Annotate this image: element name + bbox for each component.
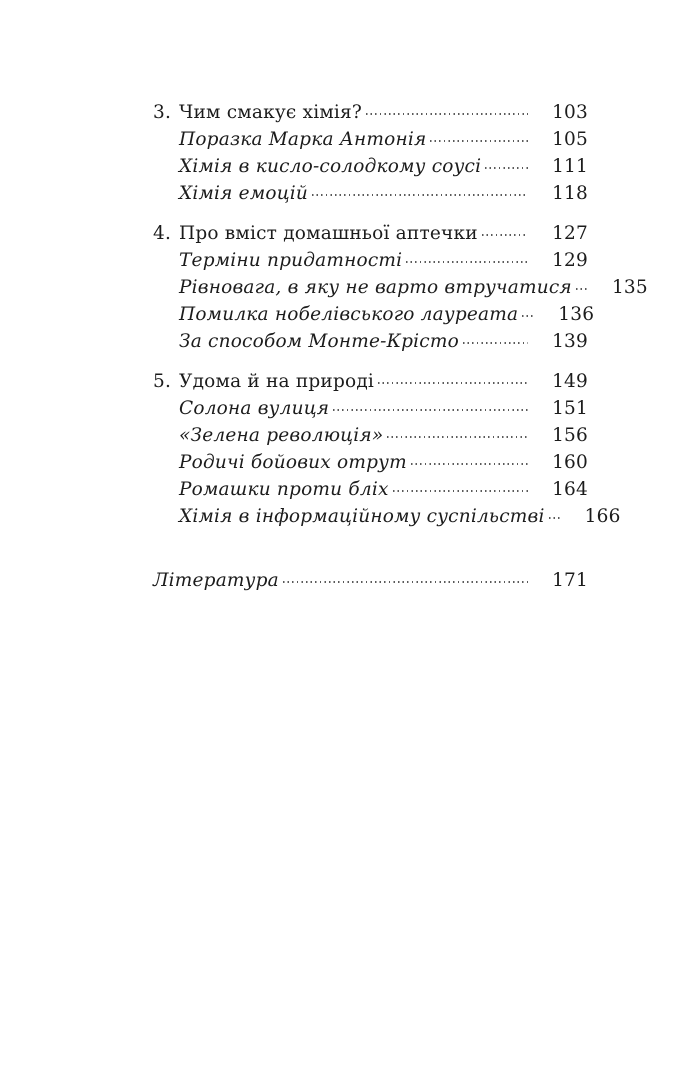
toc-entry-title: Удома й на природі [179, 371, 375, 392]
toc-entry-page: 139 [552, 331, 588, 352]
toc-entry-page: 135 [611, 277, 648, 298]
toc-entry-page: 129 [552, 250, 588, 271]
toc-subentry [153, 153, 588, 180]
toc-list [153, 99, 648, 530]
toc-chapter-entry [153, 99, 588, 126]
toc-entry-title: Терміни придатності [179, 250, 403, 271]
dot-leader [393, 490, 528, 492]
dot-leader [411, 463, 528, 465]
dot-leader [482, 234, 528, 236]
dot-leader [378, 382, 528, 384]
toc-entry-page: 111 [552, 156, 588, 177]
dot-leader [576, 288, 588, 290]
toc-section-group [153, 220, 648, 355]
toc-subentry [153, 180, 588, 207]
toc-entry-page: 136 [558, 304, 595, 325]
toc-entry-number: 4. [153, 223, 172, 244]
dot-leader [485, 167, 528, 169]
toc-entry-title: Хімія емоцій [179, 183, 309, 204]
toc-entry-title: Поразка Марка Антонія [179, 129, 427, 150]
toc-entry-page: 105 [552, 129, 588, 150]
toc-entry-title: Чим смакує хімія? [179, 102, 363, 123]
toc-subentry [153, 449, 588, 476]
toc-entry-title: «Зелена революція» [179, 425, 384, 446]
toc-entry-number: 5. [153, 371, 172, 392]
toc-subentry [153, 476, 588, 503]
toc-subentry [153, 126, 588, 153]
dot-leader [463, 342, 528, 344]
dot-leader [430, 140, 528, 142]
toc-entry-title: Родичі бойових отрут [179, 452, 407, 473]
toc-entry-page: 166 [584, 506, 621, 527]
dot-leader [522, 315, 534, 317]
toc-chapter-entry [153, 368, 588, 395]
dot-leader [366, 113, 528, 115]
toc-entry-page: 127 [552, 223, 588, 244]
toc-entry-literature [153, 567, 588, 594]
toc-subentry [153, 422, 588, 449]
dot-leader [406, 261, 528, 263]
toc-entry-page: 149 [552, 371, 588, 392]
toc-entry-title: Хімія в кисло-солодкому соусі [179, 156, 482, 177]
toc-entry-title: Література [153, 570, 279, 591]
toc-entry-page: 156 [552, 425, 588, 446]
toc-entry-page: 160 [552, 452, 588, 473]
toc-subentry [153, 395, 588, 422]
toc-entry-page: 164 [552, 479, 588, 500]
toc-chapter-entry [153, 220, 588, 247]
toc-section-group [153, 99, 588, 207]
toc-entry-title: Ромашки проти бліх [179, 479, 389, 500]
toc-entry-page: 118 [552, 183, 588, 204]
toc-entry-page: 151 [552, 398, 588, 419]
toc-entry-title: Помилка нобелівського лауреата [179, 304, 519, 325]
dot-leader [549, 517, 561, 519]
dot-leader [312, 194, 528, 196]
toc-entry-page: 171 [552, 570, 588, 591]
toc-entry-title: За способом Монте-Крісто [179, 331, 459, 352]
toc-entry-page: 103 [552, 102, 588, 123]
toc-subentry [153, 274, 648, 301]
toc-section-group [153, 368, 621, 530]
dot-leader [387, 436, 528, 438]
toc-entry-title: Про вміст домашньої аптечки [179, 223, 478, 244]
toc-entry-title: Хімія в інформаційному суспільстві [179, 506, 545, 527]
toc-entry-number: 3. [153, 102, 172, 123]
dot-leader [333, 409, 528, 411]
toc-entry-title: Солона вулиця [179, 398, 330, 419]
toc-subentry [153, 503, 621, 530]
toc-subentry [153, 247, 588, 274]
dot-leader [283, 581, 528, 583]
toc-subentry [153, 328, 588, 355]
toc-entry-title: Рівновага, в яку не варто втручатися [179, 277, 572, 298]
toc-subentry [153, 301, 595, 328]
